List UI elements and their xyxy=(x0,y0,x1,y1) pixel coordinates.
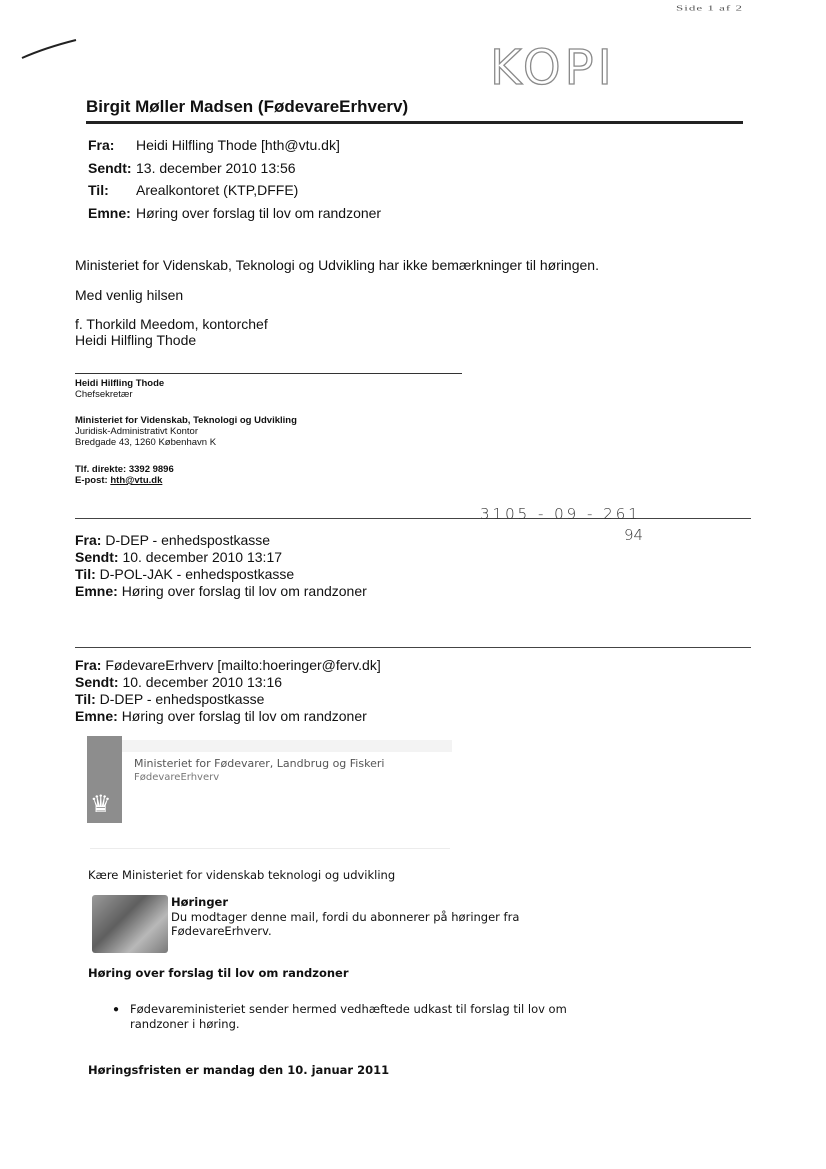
handwritten-item-number: 94 xyxy=(624,526,644,544)
signature-role: Chefsekretær xyxy=(75,389,133,400)
newsletter-section-title: Høringer xyxy=(171,895,229,909)
newsletter-bullet-1: Fødevareministeriet sender hermed vedhæftede udkast til forslag til lov om xyxy=(130,1002,567,1016)
email1-sent-row xyxy=(88,160,296,176)
subject-label: Emne: xyxy=(88,205,131,221)
email1-sign-line2: Heidi Hilfling Thode xyxy=(75,332,197,348)
email2-to-row: Til: D-POL-JAK - enhedspostkasse xyxy=(75,566,295,582)
email1-body: Ministeriet for Videnskab, Teknologi og Udvikling har ikke bemærkninger til høringen. xyxy=(75,257,599,273)
owner-title: Birgit Møller Madsen (FødevareErhverv) xyxy=(86,97,409,116)
email3-from: FødevareErhverv [mailto:hoeringer@ferv.dk] xyxy=(105,657,381,673)
logo-agency-name: FødevareErhverv xyxy=(134,772,220,783)
email3-subject: Høring over forslag til lov om randzoner xyxy=(121,708,367,724)
email1-subject: Høring over forslag til lov om randzoner xyxy=(136,205,382,221)
email3-sent: 10. december 2010 13:16 xyxy=(122,674,283,690)
email2-sent-row: Sendt: 10. december 2010 13:17 xyxy=(75,549,283,565)
email2-subject: Høring over forslag til lov om randzoner xyxy=(121,583,367,599)
newsletter-section-text-1: Du modtager denne mail, fordi du abonnerer på høringer fra xyxy=(171,910,520,924)
header-rule xyxy=(86,121,743,124)
newsletter-bullet-2: randzoner i høring. xyxy=(130,1017,240,1031)
email1-sent: 13. december 2010 13:56 xyxy=(136,160,296,176)
signature-office: Juridisk-Administrativt Kontor xyxy=(75,426,199,437)
logo-divider xyxy=(90,848,450,849)
handwritten-case-number: 3105 - 09 - 261 xyxy=(480,505,641,523)
from-label: Fra: xyxy=(88,137,115,153)
separator-rule-1 xyxy=(75,518,751,519)
email2-from-row: Fra: D-DEP - enhedspostkasse xyxy=(75,532,271,548)
newsletter-section-text-2: FødevareErhverv. xyxy=(171,924,272,938)
signature-phone: Tlf. direkte: 3392 9896 xyxy=(75,464,174,475)
email3-sent-row: Sendt: 10. december 2010 13:16 xyxy=(75,674,283,690)
email3-to-row: Til: D-DEP - enhedspostkasse xyxy=(75,691,265,707)
email3-from-row: Fra: FødevareErhverv [mailto:hoeringer@ferv.dk] xyxy=(75,657,381,673)
separator-rule-2 xyxy=(75,647,751,648)
email2-from: D-DEP - enhedspostkasse xyxy=(105,532,271,548)
email3-to: D-DEP - enhedspostkasse xyxy=(99,691,265,707)
newsletter-deadline: Høringsfristen er mandag den 10. januar 2011 xyxy=(88,1063,390,1077)
to-label: Til: xyxy=(88,182,109,198)
email1-to-row xyxy=(88,182,298,198)
pen-mark xyxy=(20,36,80,64)
crown-icon: ♛ xyxy=(90,791,112,818)
kopi-stamp: KOPI xyxy=(490,40,616,96)
page-number: Side 1 af 2 xyxy=(676,4,743,13)
logo-banner xyxy=(122,740,452,752)
email2-sent: 10. december 2010 13:17 xyxy=(122,549,283,565)
email1-from-row xyxy=(88,137,340,153)
newsletter-salutation: Kære Ministeriet for videnskab teknologi og udvikling xyxy=(88,868,396,882)
email3-subject-row: Emne: Høring over forslag til lov om randzoner xyxy=(75,708,367,724)
newsletter-heading: Høring over forslag til lov om randzoner xyxy=(88,966,349,980)
signature-email-link[interactable]: hth@vtu.dk xyxy=(110,475,163,486)
signature-ministry: Ministeriet for Videnskab, Teknologi og Udvikling xyxy=(75,415,297,426)
bullet-dot-icon: ● xyxy=(113,1004,120,1015)
email2-to: D-POL-JAK - enhedspostkasse xyxy=(99,566,295,582)
email1-to: Arealkontoret (KTP,DFFE) xyxy=(136,182,299,198)
signature-email: E-post: hth@vtu.dk xyxy=(75,475,163,486)
logo-ministry-name: Ministeriet for Fødevarer, Landbrug og Fiskeri xyxy=(134,757,385,770)
signature-rule xyxy=(75,373,462,374)
signature-address: Bredgade 43, 1260 København K xyxy=(75,437,217,448)
email1-subject-row xyxy=(88,205,381,221)
email1-greeting: Med venlig hilsen xyxy=(75,287,184,303)
email1-from: Heidi Hilfling Thode [hth@vtu.dk] xyxy=(136,137,340,153)
signature-name: Heidi Hilfling Thode xyxy=(75,378,165,389)
ministry-logo xyxy=(87,736,122,823)
email1-sign-line1: f. Thorkild Meedom, kontorchef xyxy=(75,316,268,332)
newsletter-photo xyxy=(92,895,168,953)
sent-label: Sendt: xyxy=(88,160,132,176)
email2-subject-row: Emne: Høring over forslag til lov om randzoner xyxy=(75,583,367,599)
